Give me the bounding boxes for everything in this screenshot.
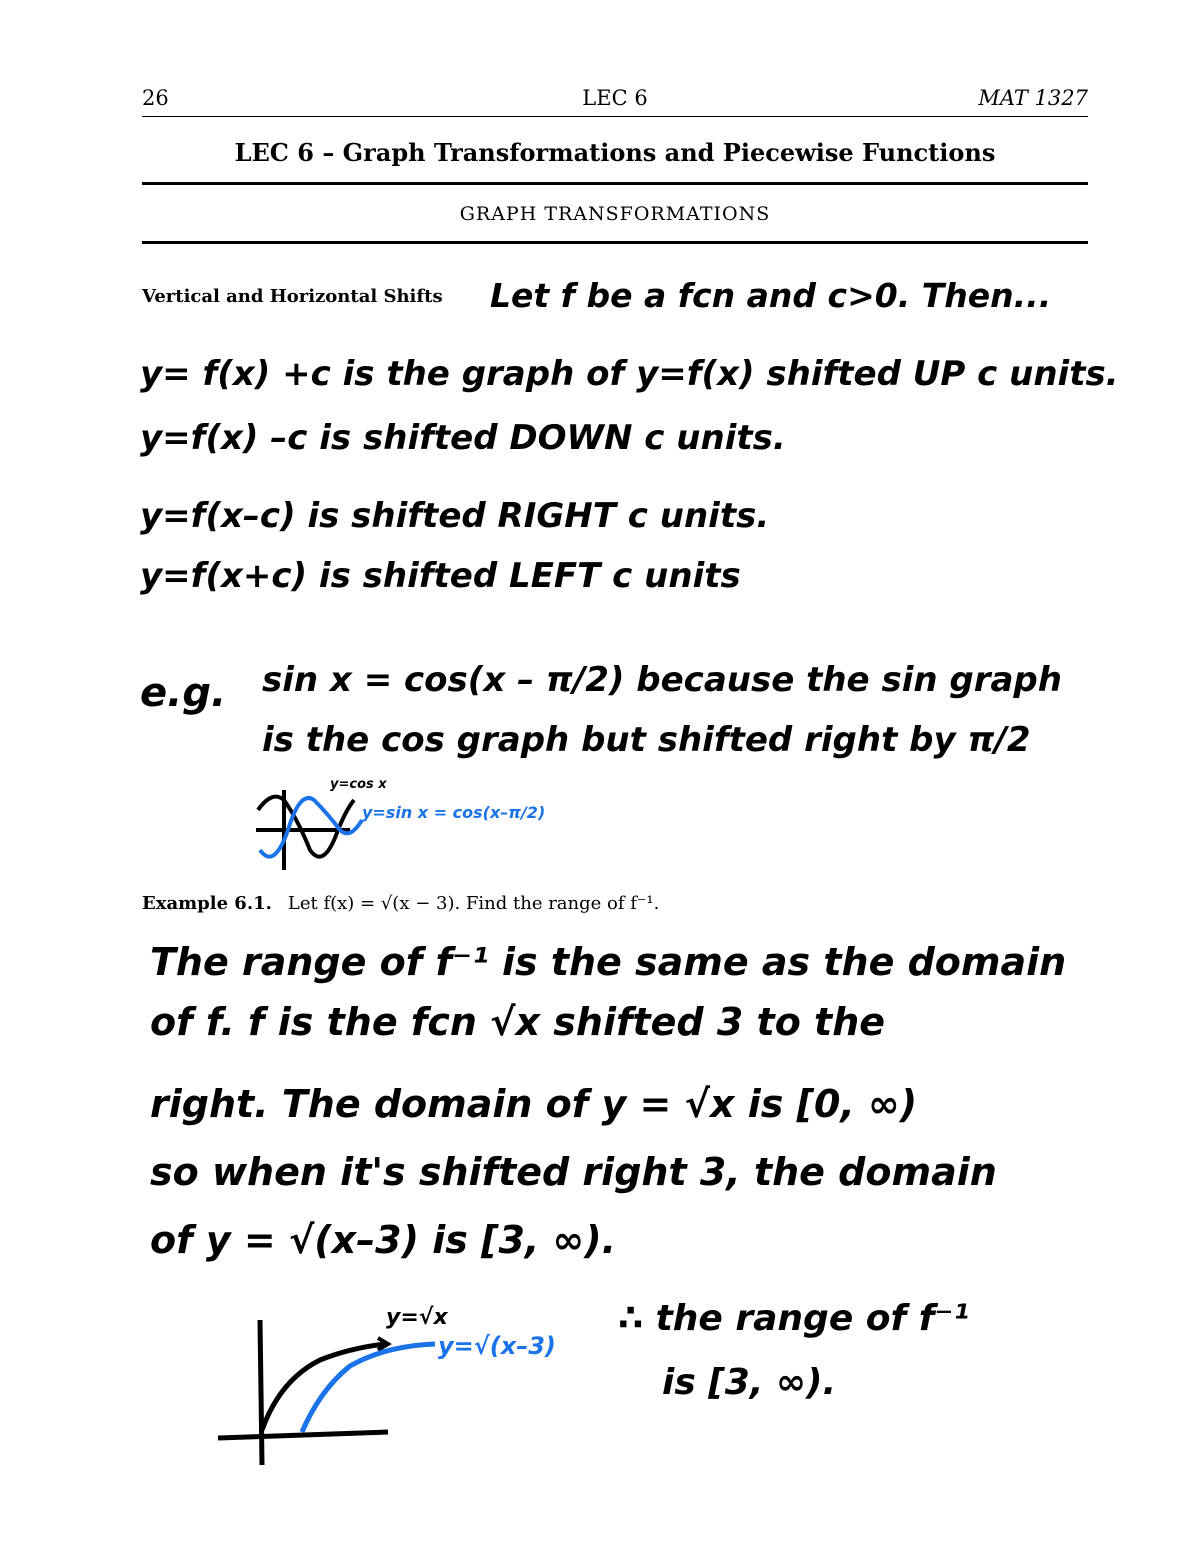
sin-cos-sketch: [250, 770, 550, 880]
handwritten-answer-line-1: The range of f⁻¹ is the same as the domain: [150, 940, 1067, 984]
page-title: LEC 6 – Graph Transformations and Piecewise Functions: [234, 138, 996, 167]
sqrt-sketch: [210, 1290, 590, 1480]
handwritten-shift-right: y=f(x–c) is shifted RIGHT c units.: [140, 496, 770, 536]
title-rule-top: [142, 182, 1088, 185]
running-header: [142, 86, 1088, 116]
handwritten-eg-line-2: is the cos graph but shifted right by π/2: [262, 720, 1031, 760]
handwritten-shift-down: y=f(x) –c is shifted DOWN c units.: [140, 418, 786, 458]
page-number: 26: [142, 86, 169, 110]
example-statement: [142, 893, 659, 914]
sketch1-sin-label: y=sin x = cos(x–π/2): [362, 803, 546, 822]
header-course: MAT 1327: [978, 86, 1088, 110]
sketch2-shifted-label: y=√(x–3): [438, 1332, 556, 1360]
handwritten-shift-left: y=f(x+c) is shifted LEFT c units: [140, 556, 741, 596]
section-title: GRAPH TRANSFORMATIONS: [459, 203, 771, 225]
title-rule-bottom: [142, 241, 1088, 244]
handwritten-answer-line-2: of f. f is the fcn √x shifted 3 to the: [150, 1000, 886, 1044]
sketch2-y-axis: [260, 1320, 262, 1465]
handwritten-eg-label: e.g.: [140, 670, 227, 716]
header-lecture: LEC 6: [582, 86, 648, 110]
handwritten-shift-up: y= f(x) +c is the graph of y=f(x) shifted UP c units.: [140, 354, 1119, 394]
handwritten-answer-line-5: of y = √(x–3) is [3, ∞).: [150, 1218, 617, 1262]
handwritten-answer-line-4: so when it's shifted right 3, the domain: [150, 1150, 997, 1194]
handwritten-answer-line-3: right. The domain of y = √x is [0, ∞): [150, 1082, 918, 1126]
header-rule: [142, 116, 1088, 117]
sketch2-x-axis: [218, 1432, 388, 1438]
handwritten-intro: Let f be a fcn and c>0. Then...: [490, 276, 1052, 315]
handwritten-eg-line-1: sin x = cos(x – π/2) because the sin graph: [262, 660, 1062, 700]
handwritten-conclusion-1: ∴ the range of f⁻¹: [618, 1298, 970, 1339]
handwritten-conclusion-2: is [3, ∞).: [662, 1362, 837, 1403]
paragraph-heading: Vertical and Horizontal Shifts: [142, 286, 443, 307]
sketch1-cos-label: y=cos x: [330, 777, 387, 792]
sketch2-sqrt-label: y=√x: [386, 1305, 448, 1330]
example-text: Let f(x) = √(x − 3). Find the range of f⁻¹.: [287, 893, 660, 914]
example-label: Example 6.1.: [142, 893, 272, 914]
